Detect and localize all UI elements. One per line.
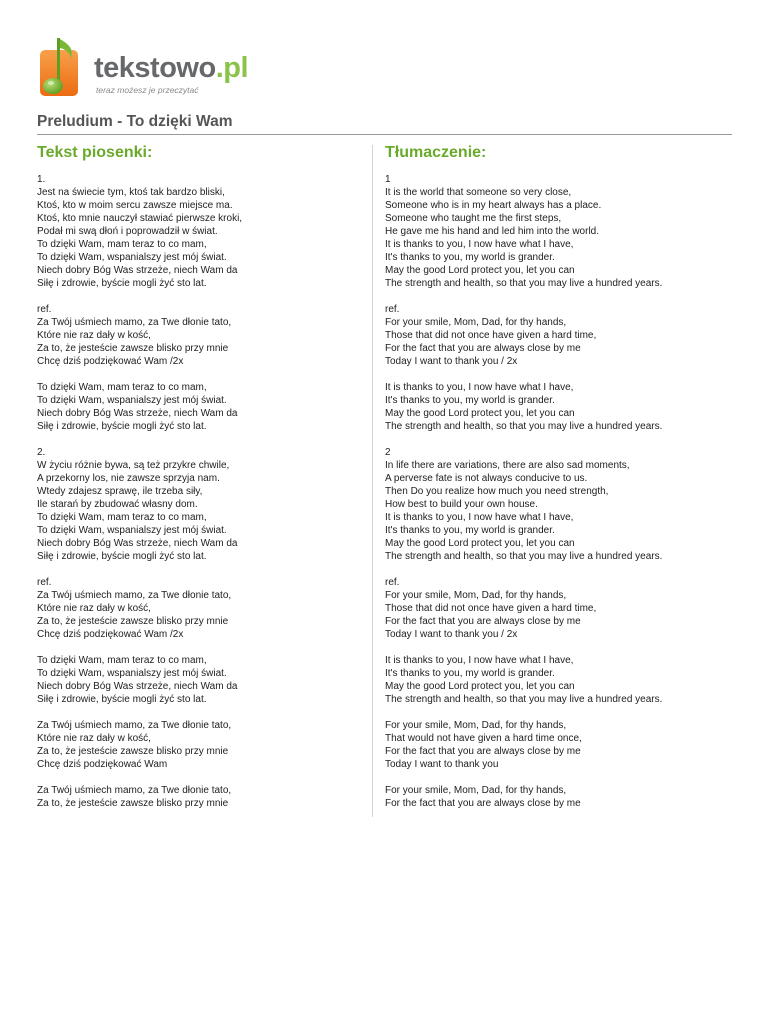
translation-heading: Tłumaczenie: (385, 144, 487, 161)
title-divider (37, 134, 732, 135)
music-note-logo-icon (38, 36, 90, 102)
translation-text: 1 It is the world that someone so very close, Someone who is in my heart always has a place. Someone who taught me the first steps, He gave me his hand and led him into the world. It is thanks to you, I now have what I have, It's thanks to you, my world is grander. May the good Lord protect you, let you can The strength and health, so that you may live a hundred years. ref. For your smile, Mom, Dad, for thy hands, Those that did not once have given a hard time, For the fact that you are always close by me Today I want to thank you / 2x It is thanks to you, I now have what I have, It's thanks to you, my world is grander. May the good Lord protect you, let you can The strength and health, so that you may live a hundred years. 2 In life there are variations, there are also sad moments, A perverse fate is not always conducive to us. Then Do you realize how much you need strength, How best to build your own house. It is thanks to you, I now have what I have, It's thanks to you, my world is grander. May the good Lord protect you, let you can The strength and health, so that you may live a hundred years. ref. For your smile, Mom, Dad, for thy hands, Those that did not once have given a hard time, For the fact that you are always close by me Today I want to thank you / 2x It is thanks to you, I now have what I have, It's thanks to you, my world is grander. May the good Lord protect you, let you can The strength and health, so that you may live a hundred years. For your smile, Mom, Dad, for thy hands, That would not have given a hard time once, For the fact that you are always close by me Today I want to thank you For your smile, Mom, Dad, for thy hands, For the fact that you are always close by me (385, 174, 663, 809)
logo-wordmark (94, 52, 248, 84)
song-title: Preludium - To dzięki Wam (37, 113, 233, 130)
logo-domain: .pl (215, 52, 249, 84)
lyrics-text: 1. Jest na świecie tym, ktoś tak bardzo bliski, Ktoś, kto w moim sercu zawsze miejsce ma. Ktoś, kto mnie nauczył stawiać pierwsze kroki, Podał mi swą dłoń i poprowadził w świat. To dzięki Wam, mam teraz to co mam, To dzięki Wam, wspanialszy jest mój świat. Niech dobry Bóg Was strzeże, niech Wam da Siłę i zdrowie, byście mogli żyć sto lat. ref. Za Twój uśmiech mamo, za Twe dłonie tato, Które nie raz dały w kość, Za to, że jesteście zawsze blisko przy mnie Chcę dziś podziękować Wam /2x To dzięki Wam, mam teraz to co mam, To dzięki Wam, wspanialszy jest mój świat. Niech dobry Bóg Was strzeże, niech Wam da Siłę i zdrowie, byście mogli żyć sto lat. 2. W życiu różnie bywa, są też przykre chwile, A przekorny los, nie zawsze sprzyja nam. Wtedy zdajesz sprawę, ile trzeba siły, Ile starań by zbudować własny dom. To dzięki Wam, mam teraz to co mam, To dzięki Wam, wspanialszy jest mój świat. Niech dobry Bóg Was strzeże, niech Wam da Siłę i zdrowie, byście mogli żyć sto lat. ref. Za Twój uśmiech mamo, za Twe dłonie tato, Które nie raz dały w kość, Za to, że jesteście zawsze blisko przy mnie Chcę dziś podziękować Wam /2x To dzięki Wam, mam teraz to co mam, To dzięki Wam, wspanialszy jest mój świat. Niech dobry Bóg Was strzeże, niech Wam da Siłę i zdrowie, byście mogli żyć sto lat. Za Twój uśmiech mamo, za Twe dłonie tato, Które nie raz dały w kość, Za to, że jesteście zawsze blisko przy mnie Chcę dziś podziękować Wam Za Twój uśmiech mamo, za Twe dłonie tato, Za to, że jesteście zawsze blisko przy mnie (37, 174, 243, 809)
column-divider (372, 145, 373, 817)
lyrics-heading: Tekst piosenki: (37, 144, 153, 161)
site-logo[interactable] (38, 36, 268, 106)
logo-tagline: teraz możesz je przeczytać (96, 85, 199, 95)
logo-name: tekstowo (94, 52, 216, 84)
